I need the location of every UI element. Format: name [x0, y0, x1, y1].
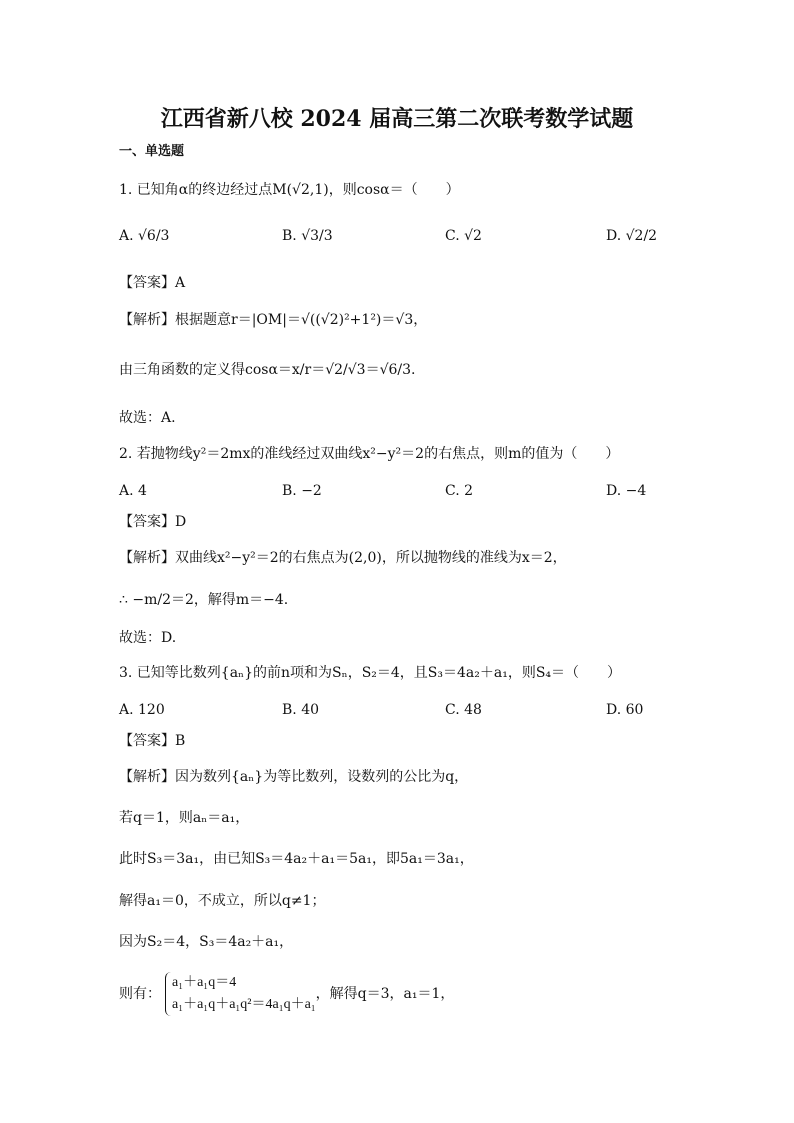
q3-analysis-line-6	[119, 972, 454, 1016]
q3-stem: 3. 已知等比数列{aₙ}的前n项和为Sₙ，S₂＝4，且S₃＝4a₂＋a₁，则S₄＝（ ）	[119, 665, 622, 681]
q3-equation-system	[165, 972, 316, 1016]
q3-option-a: A. 120	[119, 702, 165, 718]
q3-answer: 【答案】B	[119, 733, 186, 749]
q2-option-c: C. 2	[445, 483, 474, 499]
q1-option-d: D. √2/2	[606, 228, 658, 244]
q1-option-c: C. √2	[445, 228, 482, 244]
q3-analysis-line-2: 若q＝1，则aₙ＝a₁，	[119, 810, 250, 826]
q3-option-c: C. 48	[445, 702, 482, 718]
q3-system-prefix: 则有：	[119, 986, 161, 1002]
q2-conclusion: 故选：D.	[119, 630, 177, 646]
q3-analysis-line-3: 此时S₃＝3a₁，由已知S₃＝4a₂＋a₁＝5a₁，即5a₁＝3a₁，	[119, 851, 474, 867]
q1-option-a: A. √6/3	[119, 228, 170, 244]
q2-analysis-line-2: ∴ −m/2＝2，解得m＝−4.	[119, 592, 289, 608]
q2-answer: 【答案】D	[119, 514, 187, 530]
doc-title: 江西省新八校 2024 届高三第二次联考数学试题	[160, 106, 634, 132]
q1-analysis-line-1: 【解析】根据题意r＝|OM|＝√((√2)²+1²)＝√3，	[119, 312, 428, 328]
q2-option-d: D. −4	[606, 483, 647, 499]
q1-option-b: B. √3/3	[282, 228, 333, 244]
q1-analysis-line-2: 由三角函数的定义得cosα＝x/r＝√2/√3＝√6/3.	[119, 362, 416, 378]
q3-option-b: B. 40	[282, 702, 320, 718]
q3-analysis-line-5: 因为S₂＝4，S₃＝4a₂＋a₁，	[119, 934, 294, 950]
section-heading: 一、单选题	[119, 144, 185, 159]
q1-conclusion: 故选：A.	[119, 410, 176, 426]
q3-system-eq-2: a₁＋a₁q＋a₁q²＝4a₁q＋a₁	[172, 997, 316, 1012]
q1-stem: 1. 已知角α的终边经过点M(√2,1)，则cosα＝（ ）	[119, 182, 460, 198]
q2-analysis-line-1: 【解析】双曲线x²−y²＝2的右焦点为(2,0)，所以抛物线的准线为x＝2，	[119, 550, 567, 566]
q3-analysis-line-1: 【解析】因为数列{aₙ}为等比数列，设数列的公比为q，	[119, 769, 469, 785]
q1-answer: 【答案】A	[119, 275, 186, 291]
q2-option-b: B. −2	[282, 483, 322, 499]
q3-system-suffix: ，解得q＝3，a₁＝1，	[315, 986, 455, 1002]
q3-system-eq-1: a₁＋a₁q＝4	[172, 975, 237, 990]
q3-analysis-line-4: 解得a₁＝0，不成立，所以q≠1；	[119, 893, 326, 909]
q2-option-a: A. 4	[119, 483, 147, 499]
q2-stem: 2. 若抛物线y²＝2mx的准线经过双曲线x²−y²＝2的右焦点，则m的值为（ ）	[119, 446, 620, 462]
q3-option-d: D. 60	[606, 702, 644, 718]
